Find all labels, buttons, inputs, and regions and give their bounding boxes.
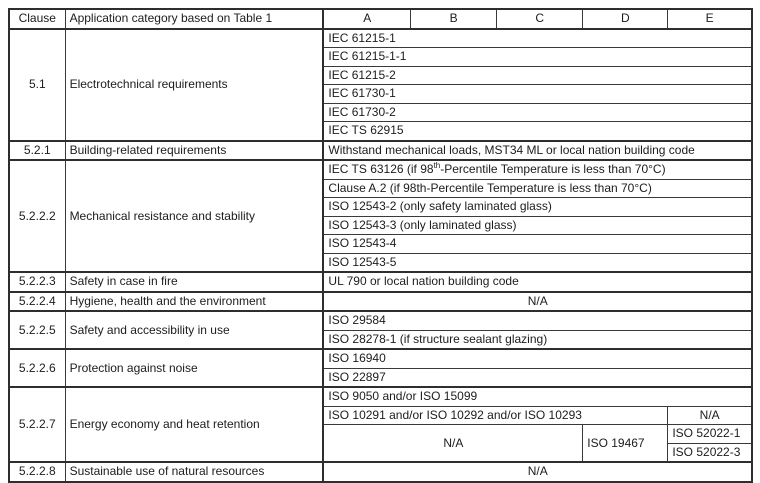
table-row bbox=[9, 462, 752, 482]
clause-cell: 5.2.2.3 bbox=[9, 272, 65, 292]
standard-cell: ISO 12543-2 (only safety laminated glass) bbox=[323, 198, 752, 217]
na-cell: N/A bbox=[668, 406, 752, 425]
header-col-d: D bbox=[583, 9, 668, 29]
clause-cell: 5.2.2.8 bbox=[9, 462, 65, 482]
standard-cell: ISO 16940 bbox=[323, 349, 752, 368]
standard-text-suffix: -Percentile Temperature is less than 70°C) bbox=[440, 162, 666, 177]
table-row bbox=[9, 29, 752, 48]
table-row bbox=[9, 349, 752, 368]
table-row bbox=[9, 387, 752, 406]
standard-cell bbox=[323, 160, 752, 179]
standard-cell: ISO 12543-4 bbox=[323, 235, 752, 254]
requirements-table bbox=[8, 8, 753, 483]
standard-cell: Withstand mechanical loads, MST34 ML or local nation building code bbox=[323, 141, 752, 161]
standard-cell: IEC 61730-2 bbox=[323, 103, 752, 122]
na-cell: N/A bbox=[323, 425, 582, 463]
table-row bbox=[9, 272, 752, 292]
category-cell: Hygiene, health and the environment bbox=[65, 292, 323, 312]
standard-cell: ISO 22897 bbox=[323, 368, 752, 387]
clause-cell: 5.2.2.5 bbox=[9, 311, 65, 349]
standard-cell: IEC 61215-2 bbox=[323, 66, 752, 85]
category-cell: Energy economy and heat retention bbox=[65, 387, 323, 462]
header-col-b: B bbox=[411, 9, 497, 29]
standard-cell: ISO 28278-1 (if structure sealant glazing) bbox=[323, 330, 752, 349]
clause-cell: 5.2.2.7 bbox=[9, 387, 65, 462]
header-clause: Clause bbox=[9, 9, 65, 29]
category-cell: Protection against noise bbox=[65, 349, 323, 387]
standard-cell: ISO 12543-3 (only laminated glass) bbox=[323, 216, 752, 235]
category-cell: Mechanical resistance and stability bbox=[65, 160, 323, 272]
clause-cell: 5.2.1 bbox=[9, 141, 65, 161]
standard-cell: IEC 61730-1 bbox=[323, 85, 752, 104]
clause-cell: 5.2.2.2 bbox=[9, 160, 65, 272]
header-col-e: E bbox=[668, 9, 752, 29]
standard-cell: UL 790 or local nation building code bbox=[323, 272, 752, 292]
table-row bbox=[9, 311, 752, 330]
header-category: Application category based on Table 1 bbox=[65, 9, 323, 29]
clause-cell: 5.1 bbox=[9, 29, 65, 141]
standard-cell: ISO 10291 and/or ISO 10292 and/or ISO 10293 bbox=[323, 406, 667, 425]
standard-cell: ISO 9050 and/or ISO 15099 bbox=[323, 387, 752, 406]
standard-cell: IEC 61215-1-1 bbox=[323, 48, 752, 67]
clause-cell: 5.2.2.6 bbox=[9, 349, 65, 387]
header-col-c: C bbox=[497, 9, 583, 29]
standard-cell: ISO 29584 bbox=[323, 311, 752, 330]
table-row bbox=[9, 160, 752, 179]
category-cell: Safety in case in fire bbox=[65, 272, 323, 292]
clause-cell: 5.2.2.4 bbox=[9, 292, 65, 312]
header-col-a: A bbox=[323, 9, 410, 29]
category-cell: Safety and accessibility in use bbox=[65, 311, 323, 349]
standard-cell: Clause A.2 (if 98th-Percentile Temperature is less than 70°C) bbox=[323, 179, 752, 198]
table-row bbox=[9, 292, 752, 312]
standard-cell: ISO 52022-3 bbox=[668, 443, 752, 462]
standard-cell: IEC TS 62915 bbox=[323, 122, 752, 141]
standard-cell: ISO 52022-1 bbox=[668, 425, 752, 444]
standard-text-prefix: IEC TS 63126 (if 98 bbox=[328, 162, 434, 177]
category-cell: Sustainable use of natural resources bbox=[65, 462, 323, 482]
na-cell: N/A bbox=[323, 462, 752, 482]
ordinal-superscript: th bbox=[433, 161, 441, 171]
na-cell: N/A bbox=[323, 292, 752, 312]
standard-cell: ISO 12543-5 bbox=[323, 253, 752, 272]
category-cell: Electrotechnical requirements bbox=[65, 29, 323, 141]
table-row bbox=[9, 141, 752, 161]
standard-cell: IEC 61215-1 bbox=[323, 29, 752, 48]
standard-cell: ISO 19467 bbox=[583, 425, 668, 463]
header-row bbox=[9, 9, 752, 29]
category-cell: Building-related requirements bbox=[65, 141, 323, 161]
